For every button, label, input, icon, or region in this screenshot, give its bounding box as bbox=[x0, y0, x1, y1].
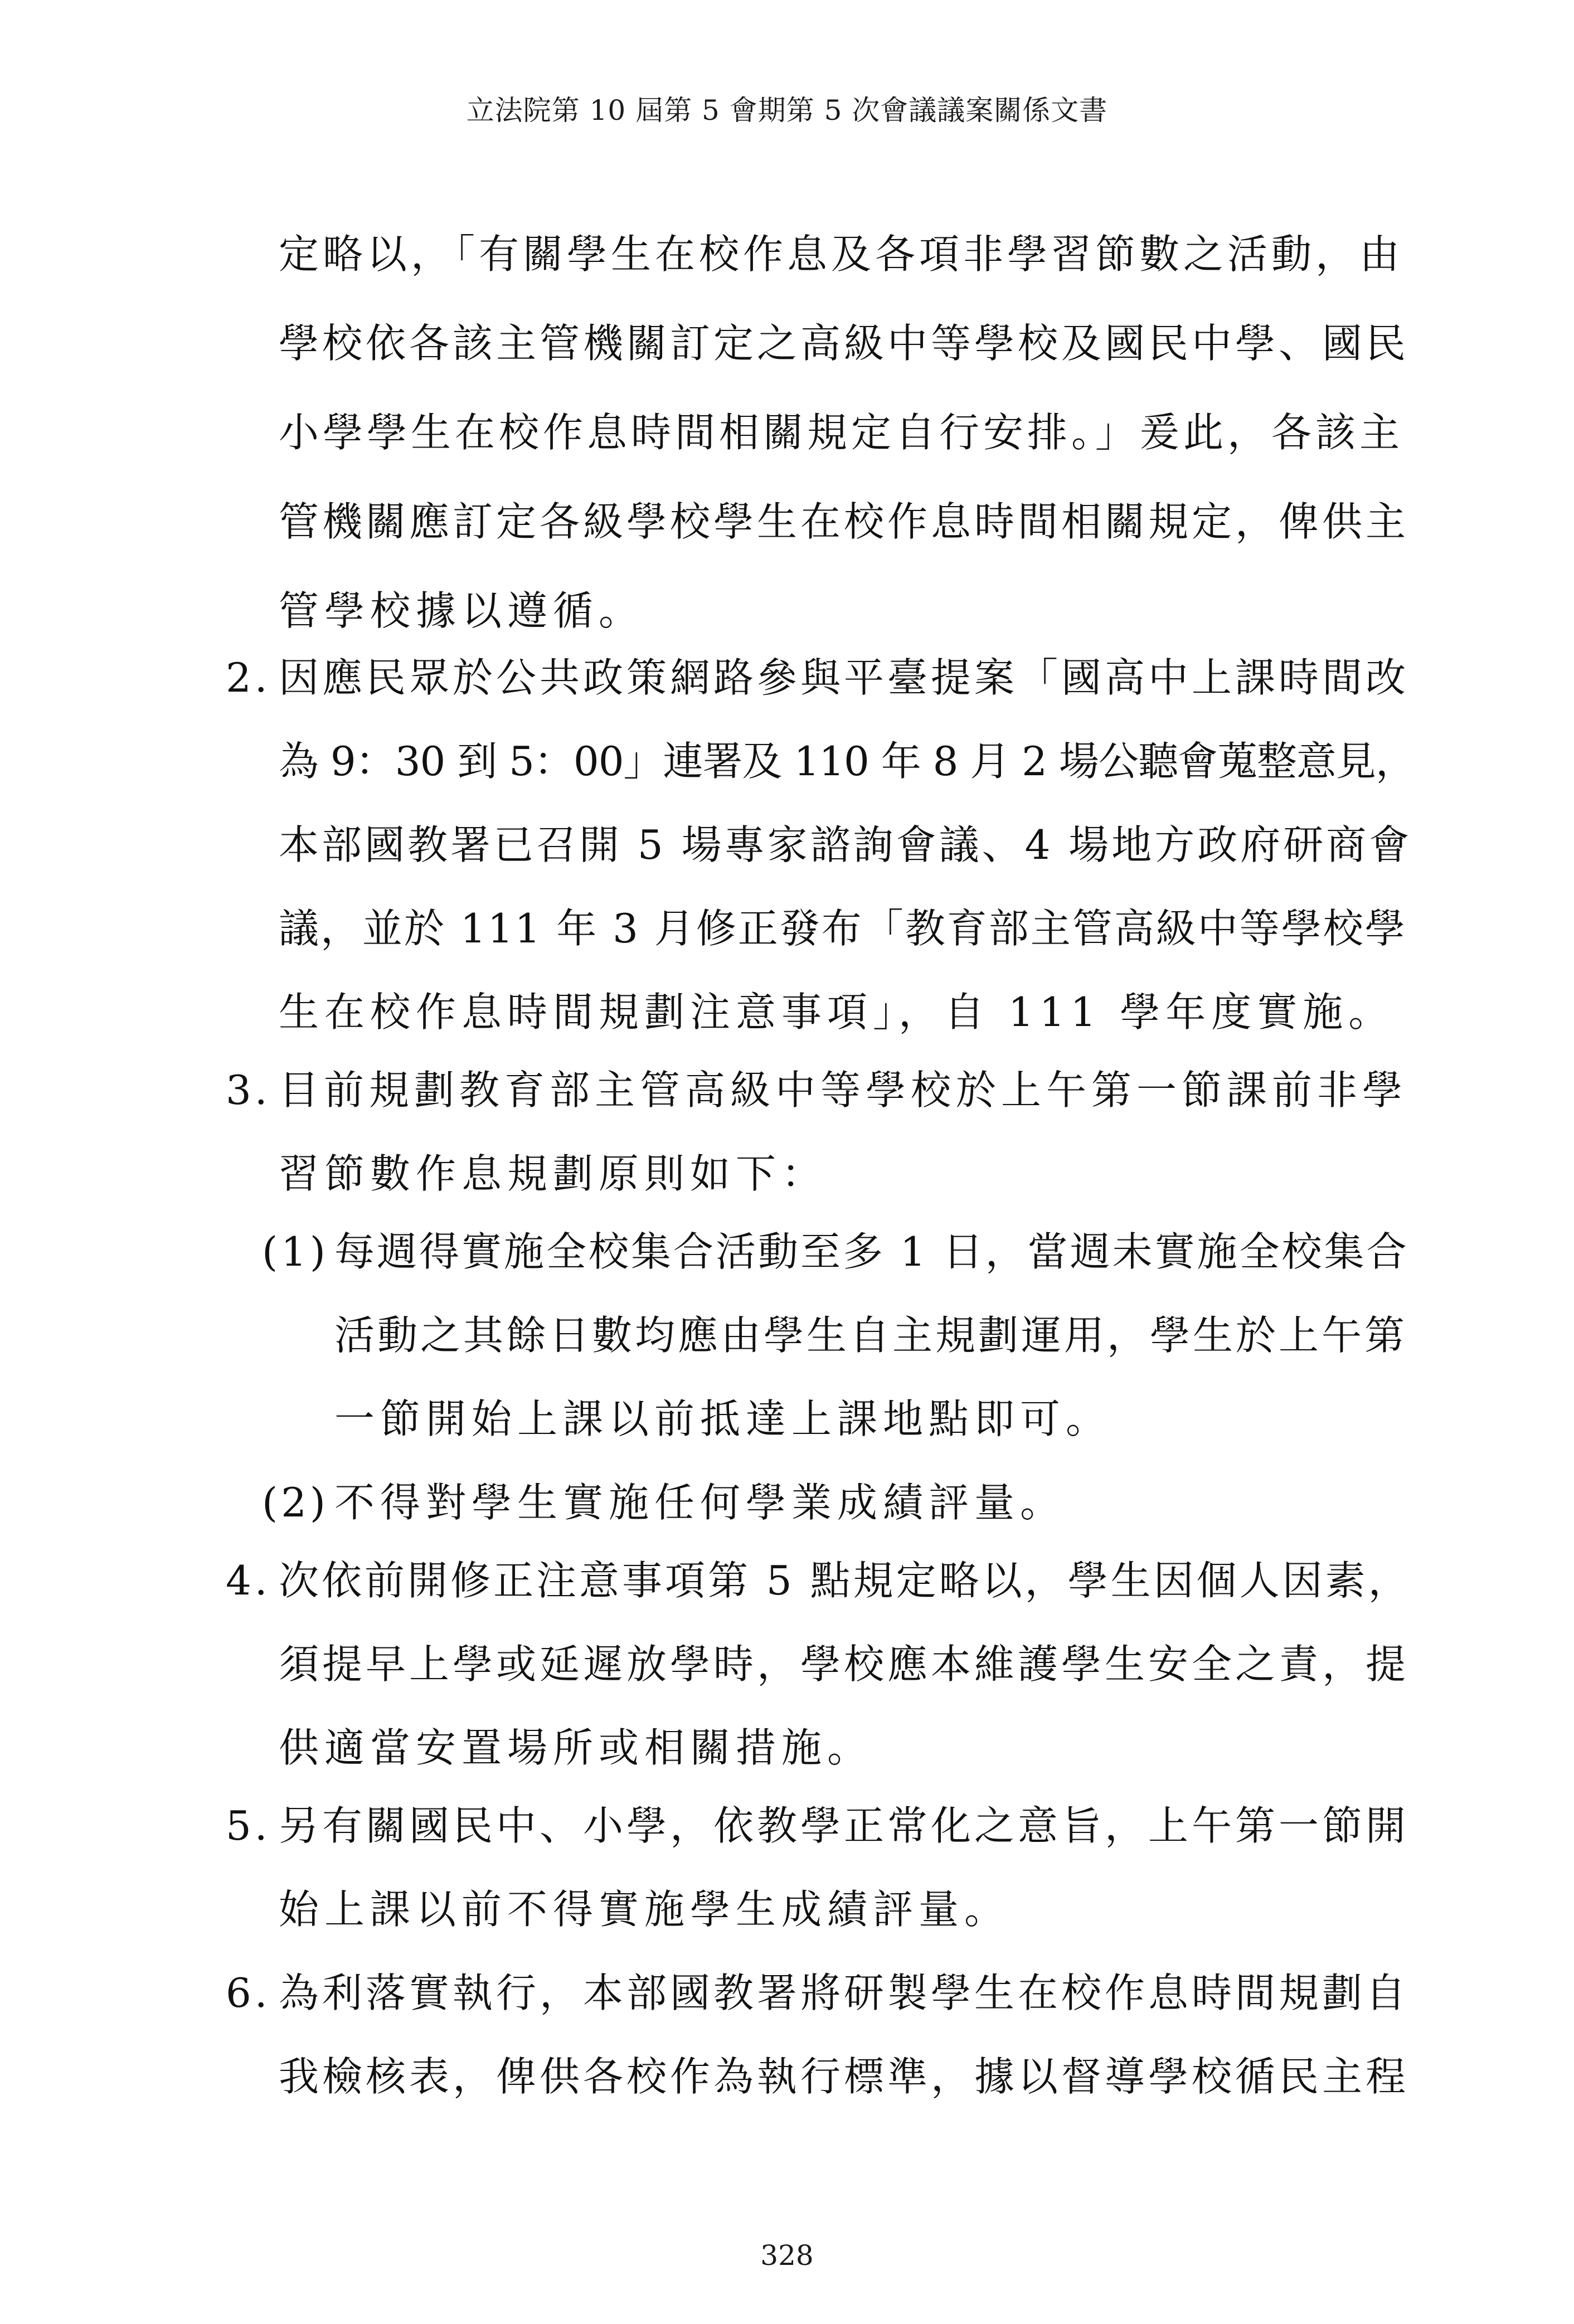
text-line: 須提早上學或延遲放學時，學校應本維護學生安全之責，提 bbox=[279, 1641, 1410, 1688]
list-item-number: 3. bbox=[226, 1067, 271, 1114]
text-line: 目前規劃教育部主管高級中等學校於上午第一節課前非學 bbox=[279, 1067, 1408, 1114]
sub-item-number: (2) bbox=[262, 1479, 329, 1526]
text-line: 定略以，「有關學生在校作息及各項非學習節數之活動，由 bbox=[279, 231, 1404, 278]
text-line: 始上課以前不得實施學生成績評量。 bbox=[279, 1886, 1011, 1933]
text-line: 供適當安置場所或相關措施。 bbox=[279, 1724, 873, 1771]
page-number: 328 bbox=[760, 2239, 814, 2272]
text-line: 次依前開修正注意事項第 5 點規定略以，學生因個人因素， bbox=[279, 1557, 1411, 1604]
text-line: 為 9：30 到 5：00」連署及 110 年 8 月 2 場公聽會蒐整意見， bbox=[279, 738, 1415, 785]
text-line: 管機關應訂定各級學校學生在校作息時間相關規定，俾供主 bbox=[279, 498, 1410, 545]
list-item-number: 2. bbox=[226, 654, 271, 701]
text-line: 為利落實執行，本部國教署將研製學生在校作息時間規劃自 bbox=[279, 1970, 1410, 2016]
text-line: 不得對學生實施任何學業成績評量。 bbox=[334, 1479, 1066, 1526]
list-item-number: 4. bbox=[226, 1557, 271, 1604]
list-item-number: 5. bbox=[226, 1802, 271, 1849]
text-line: 我檢核表，俾供各校作為執行標準，據以督導學校循民主程 bbox=[279, 2053, 1410, 2100]
text-line: 一節開始上課以前抵達上課地點即可。 bbox=[334, 1396, 1112, 1442]
text-line: 小學學生在校作息時間相關規定自行安排。」爰此，各該主 bbox=[279, 409, 1404, 456]
text-line: 另有關國民中、小學，依教學正常化之意旨，上午第一節開 bbox=[279, 1802, 1410, 1849]
text-line: 每週得實施全校集合活動至多 1 日，當週未實施全校集合 bbox=[334, 1228, 1409, 1275]
text-line: 本部國教署已召開 5 場專家諮詢會議、4 場地方政府研商會 bbox=[279, 821, 1412, 868]
text-line: 因應民眾於公共政策網路參與平臺提案「國高中上課時間改 bbox=[279, 654, 1410, 701]
page-header: 立法院第 10 屆第 5 會期第 5 次會議議案關係文書 bbox=[466, 94, 1108, 127]
text-line: 議，並於 111 年 3 月修正發布「教育部主管高級中等學校學 bbox=[279, 905, 1407, 952]
text-line: 學校依各該主管機關訂定之高級中等學校及國民中學、國民 bbox=[279, 320, 1410, 367]
list-item-number: 6. bbox=[226, 1970, 271, 2016]
sub-item-number: (1) bbox=[262, 1228, 329, 1275]
text-line: 習節數作息規劃原則如下： bbox=[279, 1150, 828, 1197]
text-line: 生在校作息時間規劃注意事項」，自 111 學年度實施。 bbox=[279, 989, 1395, 1035]
text-line: 活動之其餘日數均應由學生自主規劃運用，學生於上午第 bbox=[334, 1312, 1408, 1359]
text-line: 管學校據以遵循。 bbox=[279, 587, 645, 634]
